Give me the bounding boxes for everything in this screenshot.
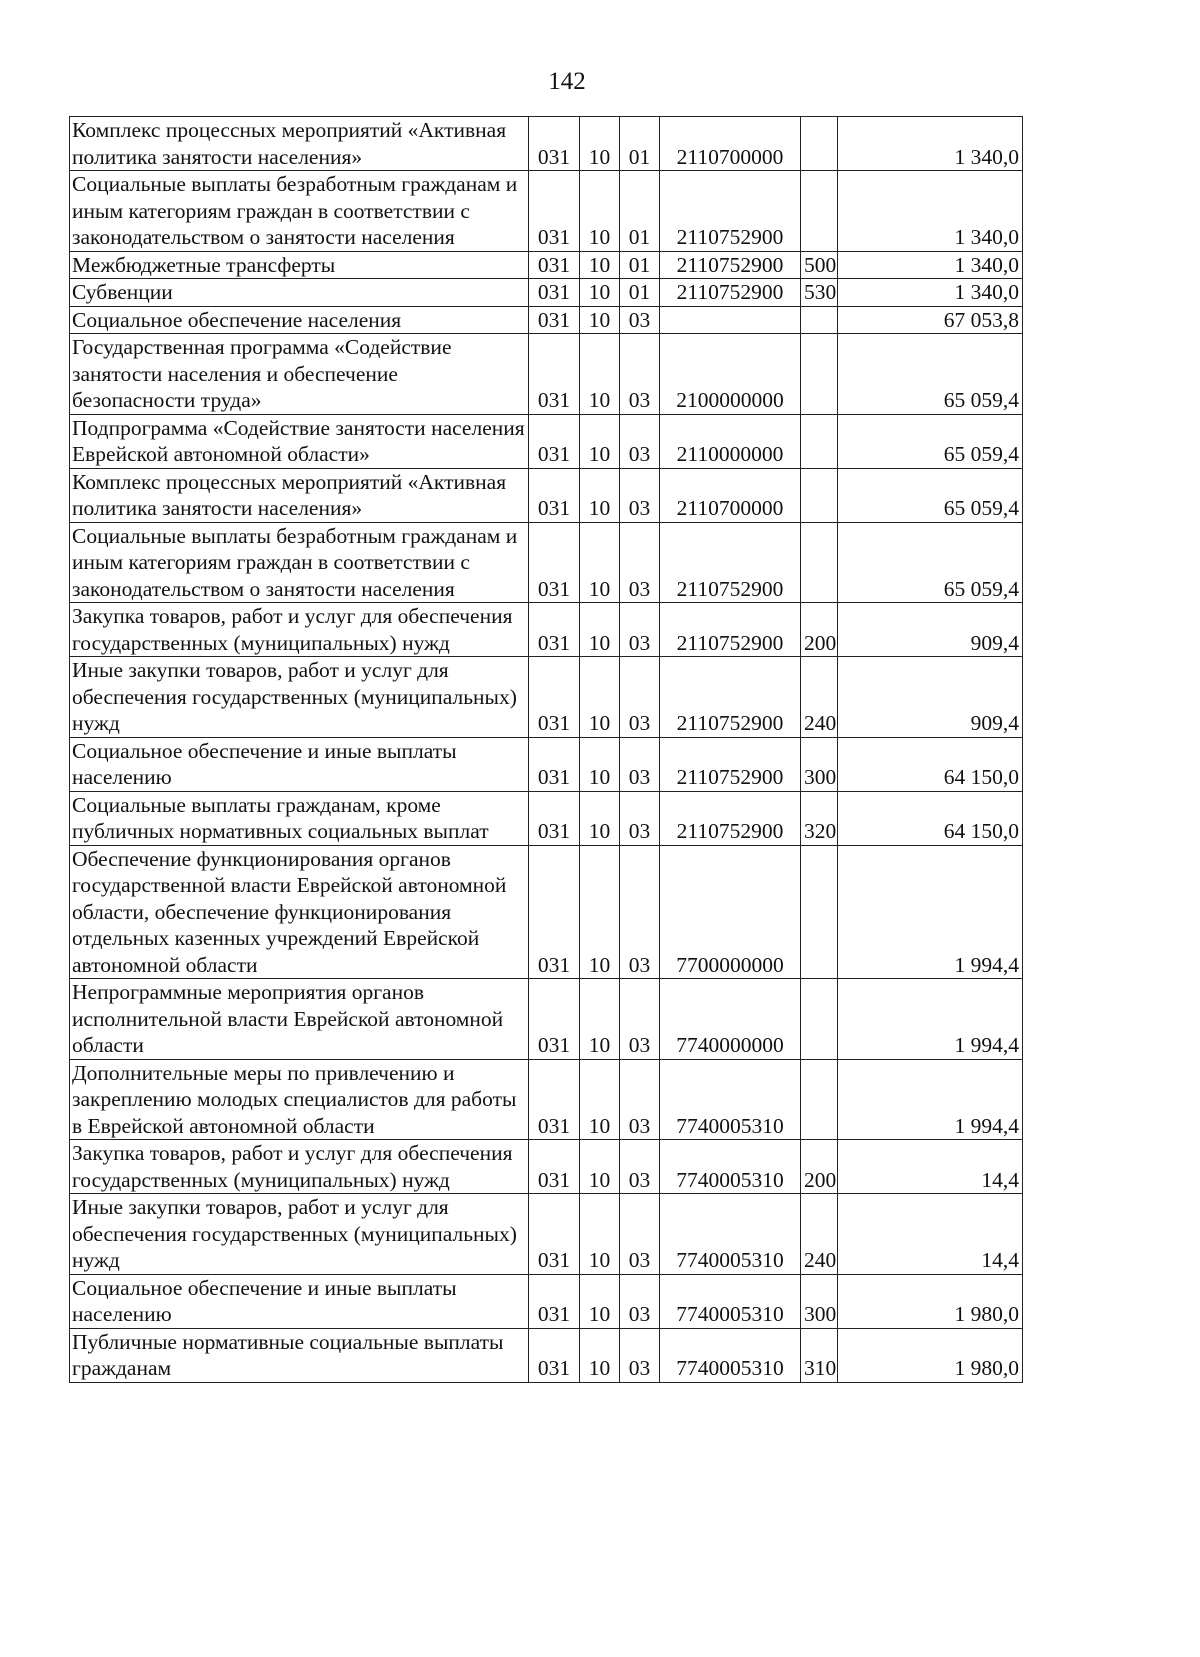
row-name: Обеспечение функционирования органов государственной власти Еврейской автономной области, обеспечение функционирования отдельных казенных учреждений Еврейской автономной области xyxy=(70,845,529,979)
table-row xyxy=(70,737,1023,791)
row-target-article: 7740000000 xyxy=(660,979,801,1060)
row-ved-code: 031 xyxy=(529,791,580,845)
row-expense-type: 240 xyxy=(801,1194,838,1275)
row-name: Государственная программа «Содействие занятости населения и обеспечение безопасности труда» xyxy=(70,334,529,415)
row-amount: 64 150,0 xyxy=(838,791,1023,845)
row-target-article: 2110700000 xyxy=(660,117,801,171)
row-name: Иные закупки товаров, работ и услуг для обеспечения государственных (муниципальных) нужд xyxy=(70,1194,529,1275)
row-target-article: 7740005310 xyxy=(660,1194,801,1275)
row-target-article: 2100000000 xyxy=(660,334,801,415)
row-section-code: 10 xyxy=(580,306,620,334)
row-subsection-code: 03 xyxy=(620,1274,660,1328)
table-row xyxy=(70,251,1023,279)
row-expense-type: 320 xyxy=(801,791,838,845)
row-expense-type: 200 xyxy=(801,603,838,657)
row-subsection-code: 03 xyxy=(620,1194,660,1275)
row-ved-code: 031 xyxy=(529,171,580,252)
row-ved-code: 031 xyxy=(529,334,580,415)
row-target-article: 7740005310 xyxy=(660,1059,801,1140)
row-amount: 909,4 xyxy=(838,657,1023,738)
table-row xyxy=(70,1328,1023,1382)
row-target-article: 2110752900 xyxy=(660,603,801,657)
row-amount: 1 994,4 xyxy=(838,845,1023,979)
row-section-code: 10 xyxy=(580,1274,620,1328)
row-target-article: 2110752900 xyxy=(660,251,801,279)
row-target-article: 2110752900 xyxy=(660,279,801,307)
row-subsection-code: 03 xyxy=(620,791,660,845)
budget-table xyxy=(69,116,1023,1383)
row-name: Межбюджетные трансферты xyxy=(70,251,529,279)
row-name: Социальное обеспечение и иные выплаты населению xyxy=(70,737,529,791)
page-number: 142 xyxy=(548,68,586,95)
row-ved-code: 031 xyxy=(529,306,580,334)
row-ved-code: 031 xyxy=(529,845,580,979)
row-name: Комплекс процессных мероприятий «Активная политика занятости населения» xyxy=(70,468,529,522)
row-subsection-code: 03 xyxy=(620,657,660,738)
row-name: Подпрограмма «Содействие занятости населения Еврейской автономной области» xyxy=(70,414,529,468)
row-ved-code: 031 xyxy=(529,603,580,657)
row-name: Непрограммные мероприятия органов исполнительной власти Еврейской автономной области xyxy=(70,979,529,1060)
row-ved-code: 031 xyxy=(529,1274,580,1328)
row-amount: 65 059,4 xyxy=(838,468,1023,522)
row-section-code: 10 xyxy=(580,603,620,657)
row-ved-code: 031 xyxy=(529,657,580,738)
row-expense-type: 530 xyxy=(801,279,838,307)
row-section-code: 10 xyxy=(580,522,620,603)
table-row xyxy=(70,603,1023,657)
row-ved-code: 031 xyxy=(529,414,580,468)
row-name: Субвенции xyxy=(70,279,529,307)
row-amount: 1 340,0 xyxy=(838,171,1023,252)
row-ved-code: 031 xyxy=(529,251,580,279)
table-row xyxy=(70,468,1023,522)
row-section-code: 10 xyxy=(580,1059,620,1140)
row-name: Социальные выплаты безработным гражданам и иным категориям граждан в соответствии с законодательством о занятости населения xyxy=(70,171,529,252)
row-section-code: 10 xyxy=(580,414,620,468)
table-body xyxy=(70,117,1023,1383)
row-subsection-code: 01 xyxy=(620,279,660,307)
row-subsection-code: 03 xyxy=(620,414,660,468)
row-expense-type: 240 xyxy=(801,657,838,738)
row-name: Социальное обеспечение населения xyxy=(70,306,529,334)
row-subsection-code: 01 xyxy=(620,171,660,252)
row-name: Социальное обеспечение и иные выплаты населению xyxy=(70,1274,529,1328)
row-ved-code: 031 xyxy=(529,1194,580,1275)
row-ved-code: 031 xyxy=(529,279,580,307)
row-name: Социальные выплаты гражданам, кроме публичных нормативных социальных выплат xyxy=(70,791,529,845)
row-section-code: 10 xyxy=(580,791,620,845)
row-amount: 65 059,4 xyxy=(838,334,1023,415)
row-subsection-code: 03 xyxy=(620,1059,660,1140)
table-row xyxy=(70,1194,1023,1275)
row-expense-type xyxy=(801,306,838,334)
row-section-code: 10 xyxy=(580,171,620,252)
row-ved-code: 031 xyxy=(529,117,580,171)
table-row xyxy=(70,1059,1023,1140)
row-section-code: 10 xyxy=(580,1194,620,1275)
row-amount: 1 994,4 xyxy=(838,979,1023,1060)
row-target-article: 7740005310 xyxy=(660,1274,801,1328)
row-name: Иные закупки товаров, работ и услуг для обеспечения государственных (муниципальных) нужд xyxy=(70,657,529,738)
row-section-code: 10 xyxy=(580,737,620,791)
row-amount: 14,4 xyxy=(838,1140,1023,1194)
table-row xyxy=(70,279,1023,307)
row-subsection-code: 01 xyxy=(620,251,660,279)
row-expense-type xyxy=(801,845,838,979)
row-section-code: 10 xyxy=(580,468,620,522)
table-row xyxy=(70,845,1023,979)
row-amount: 909,4 xyxy=(838,603,1023,657)
row-amount: 64 150,0 xyxy=(838,737,1023,791)
table-row xyxy=(70,414,1023,468)
row-ved-code: 031 xyxy=(529,468,580,522)
row-expense-type xyxy=(801,979,838,1060)
row-ved-code: 031 xyxy=(529,979,580,1060)
row-expense-type xyxy=(801,334,838,415)
table-row xyxy=(70,1274,1023,1328)
row-amount: 67 053,8 xyxy=(838,306,1023,334)
row-subsection-code: 03 xyxy=(620,468,660,522)
row-subsection-code: 03 xyxy=(620,979,660,1060)
row-amount: 1 340,0 xyxy=(838,279,1023,307)
table-row xyxy=(70,1140,1023,1194)
row-amount: 65 059,4 xyxy=(838,522,1023,603)
row-amount: 1 980,0 xyxy=(838,1328,1023,1382)
table-row xyxy=(70,334,1023,415)
table-row xyxy=(70,306,1023,334)
row-ved-code: 031 xyxy=(529,1140,580,1194)
row-name: Публичные нормативные социальные выплаты гражданам xyxy=(70,1328,529,1382)
row-target-article: 2110752900 xyxy=(660,522,801,603)
table-row xyxy=(70,657,1023,738)
row-subsection-code: 03 xyxy=(620,1328,660,1382)
row-expense-type xyxy=(801,171,838,252)
row-name: Дополнительные меры по привлечению и закреплению молодых специалистов для работы в Еврейской автономной области xyxy=(70,1059,529,1140)
row-amount: 1 980,0 xyxy=(838,1274,1023,1328)
row-subsection-code: 01 xyxy=(620,117,660,171)
row-subsection-code: 03 xyxy=(620,522,660,603)
row-subsection-code: 03 xyxy=(620,306,660,334)
row-expense-type xyxy=(801,1059,838,1140)
row-expense-type: 200 xyxy=(801,1140,838,1194)
row-name: Комплекс процессных мероприятий «Активная политика занятости населения» xyxy=(70,117,529,171)
row-target-article: 7740005310 xyxy=(660,1328,801,1382)
row-section-code: 10 xyxy=(580,845,620,979)
row-section-code: 10 xyxy=(580,334,620,415)
row-amount: 14,4 xyxy=(838,1194,1023,1275)
row-target-article: 2110700000 xyxy=(660,468,801,522)
row-section-code: 10 xyxy=(580,251,620,279)
row-expense-type xyxy=(801,117,838,171)
table-row xyxy=(70,522,1023,603)
row-expense-type: 310 xyxy=(801,1328,838,1382)
row-amount: 1 340,0 xyxy=(838,251,1023,279)
row-expense-type: 300 xyxy=(801,1274,838,1328)
row-target-article: 2110752900 xyxy=(660,171,801,252)
row-subsection-code: 03 xyxy=(620,334,660,415)
row-amount: 1 994,4 xyxy=(838,1059,1023,1140)
row-name: Закупка товаров, работ и услуг для обеспечения государственных (муниципальных) нужд xyxy=(70,1140,529,1194)
row-target-article xyxy=(660,306,801,334)
row-name: Закупка товаров, работ и услуг для обеспечения государственных (муниципальных) нужд xyxy=(70,603,529,657)
row-subsection-code: 03 xyxy=(620,737,660,791)
row-ved-code: 031 xyxy=(529,737,580,791)
row-section-code: 10 xyxy=(580,1328,620,1382)
row-expense-type xyxy=(801,468,838,522)
row-amount: 1 340,0 xyxy=(838,117,1023,171)
table-row xyxy=(70,117,1023,171)
row-expense-type: 500 xyxy=(801,251,838,279)
row-name: Социальные выплаты безработным гражданам и иным категориям граждан в соответствии с законодательством о занятости населения xyxy=(70,522,529,603)
row-target-article: 2110752900 xyxy=(660,737,801,791)
row-target-article: 2110752900 xyxy=(660,657,801,738)
row-section-code: 10 xyxy=(580,657,620,738)
row-subsection-code: 03 xyxy=(620,845,660,979)
row-expense-type xyxy=(801,522,838,603)
row-target-article: 2110000000 xyxy=(660,414,801,468)
row-section-code: 10 xyxy=(580,117,620,171)
row-ved-code: 031 xyxy=(529,522,580,603)
row-ved-code: 031 xyxy=(529,1328,580,1382)
table-row xyxy=(70,979,1023,1060)
table-row xyxy=(70,171,1023,252)
row-subsection-code: 03 xyxy=(620,1140,660,1194)
row-section-code: 10 xyxy=(580,1140,620,1194)
row-section-code: 10 xyxy=(580,979,620,1060)
row-amount: 65 059,4 xyxy=(838,414,1023,468)
row-section-code: 10 xyxy=(580,279,620,307)
table-row xyxy=(70,791,1023,845)
row-target-article: 7740005310 xyxy=(660,1140,801,1194)
row-subsection-code: 03 xyxy=(620,603,660,657)
row-target-article: 7700000000 xyxy=(660,845,801,979)
row-expense-type: 300 xyxy=(801,737,838,791)
row-target-article: 2110752900 xyxy=(660,791,801,845)
row-expense-type xyxy=(801,414,838,468)
row-ved-code: 031 xyxy=(529,1059,580,1140)
